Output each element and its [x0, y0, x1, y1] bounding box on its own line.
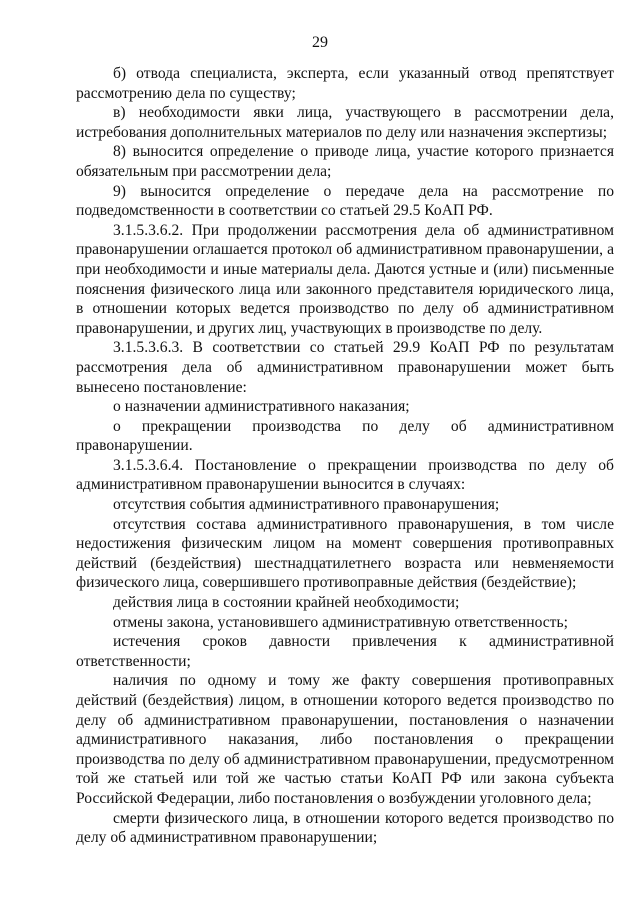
paragraph-3-1-5-3-6-3: 3.1.5.3.6.3. В соответствии со статьей 29.9 КоАП РФ по результатам рассмотрения дела об административном правонарушении может быть вынесено постановление: — [76, 339, 614, 396]
paragraph-b-specialist-recusal: б) отвода специалиста, эксперта, если указанный отвод препятствует рассмотрению дела по существу; — [76, 65, 614, 102]
paragraph-3-1-5-3-6-2: 3.1.5.3.6.2. При продолжении рассмотрения дела об административном правонарушении оглашается протокол об административном правонарушении, а при необходимости и иные материалы дела. Даются устные и (или) письменные пояснения физического лица или законного представителя юридического лица, в отношении которых ведется производство по делу об административном правонарушении, и других лиц, участвующих в производстве по делу. — [76, 221, 614, 337]
paragraph-extreme-necessity: действия лица в состоянии крайней необходимости; — [113, 594, 460, 612]
paragraph-law-repeal: отмены закона, установившего административную ответственность; — [113, 613, 568, 631]
paragraph-prior-decision-exists: наличия по одному и тому же факту совершения противоправных действий (бездействия) лицом, в отношении которого ведется производство по делу об административном правонарушении, постановления о назначении административного наказания, либо постановления о прекращении производства по делу об административном правонарушении, предусмотренном той же статьей или той же частью статьи КоАП РФ или закона субъекта Российской Федерации, либо постановления о возбуждении уголовного дела; — [76, 672, 614, 807]
paragraph-v-attendance-necessity: в) необходимости явки лица, участвующего в рассмотрении дела, истребования дополнительных материалов по делу или назначения экспертизы; — [76, 104, 614, 141]
paragraph-proceedings-termination: о прекращении производства по делу об административном правонарушении. — [76, 417, 614, 455]
paragraph-limitation-expiry: истечения сроков давности привлечения к административной ответственности; — [76, 633, 614, 670]
paragraph-9-transfer-by-jurisdiction: 9) выносится определение о передаче дела на рассмотрение по подведомственности в соответствии со статьей 29.5 КоАП РФ. — [76, 182, 614, 220]
paragraph-death-of-person: смерти физического лица, в отношении которого ведется производство по делу об административном правонарушении; — [76, 809, 614, 847]
document-body — [76, 64, 614, 848]
page-number: 29 — [312, 34, 328, 51]
paragraph-8-compulsory-appearance: 8) выносится определение о приводе лица, участие которого признается обязательным при рассмотрении дела; — [76, 143, 614, 180]
paragraph-no-event: отсутствия события административного правонарушения; — [113, 496, 500, 514]
paragraph-penalty-imposition: о назначении административного наказания; — [113, 398, 410, 416]
paragraph-no-corpus-delicti: отсутствия состава административного правонарушения, в том числе недостижения физическим лицом на момент совершения противоправных действий (бездействия) шестнадцатилетнего возраста или невменяемости физического лица, совершившего противоправные действия (бездействие); — [76, 515, 614, 592]
paragraph-3-1-5-3-6-4: 3.1.5.3.6.4. Постановление о прекращении производства по делу об административном правонарушении выносится в случаях: — [76, 456, 614, 494]
